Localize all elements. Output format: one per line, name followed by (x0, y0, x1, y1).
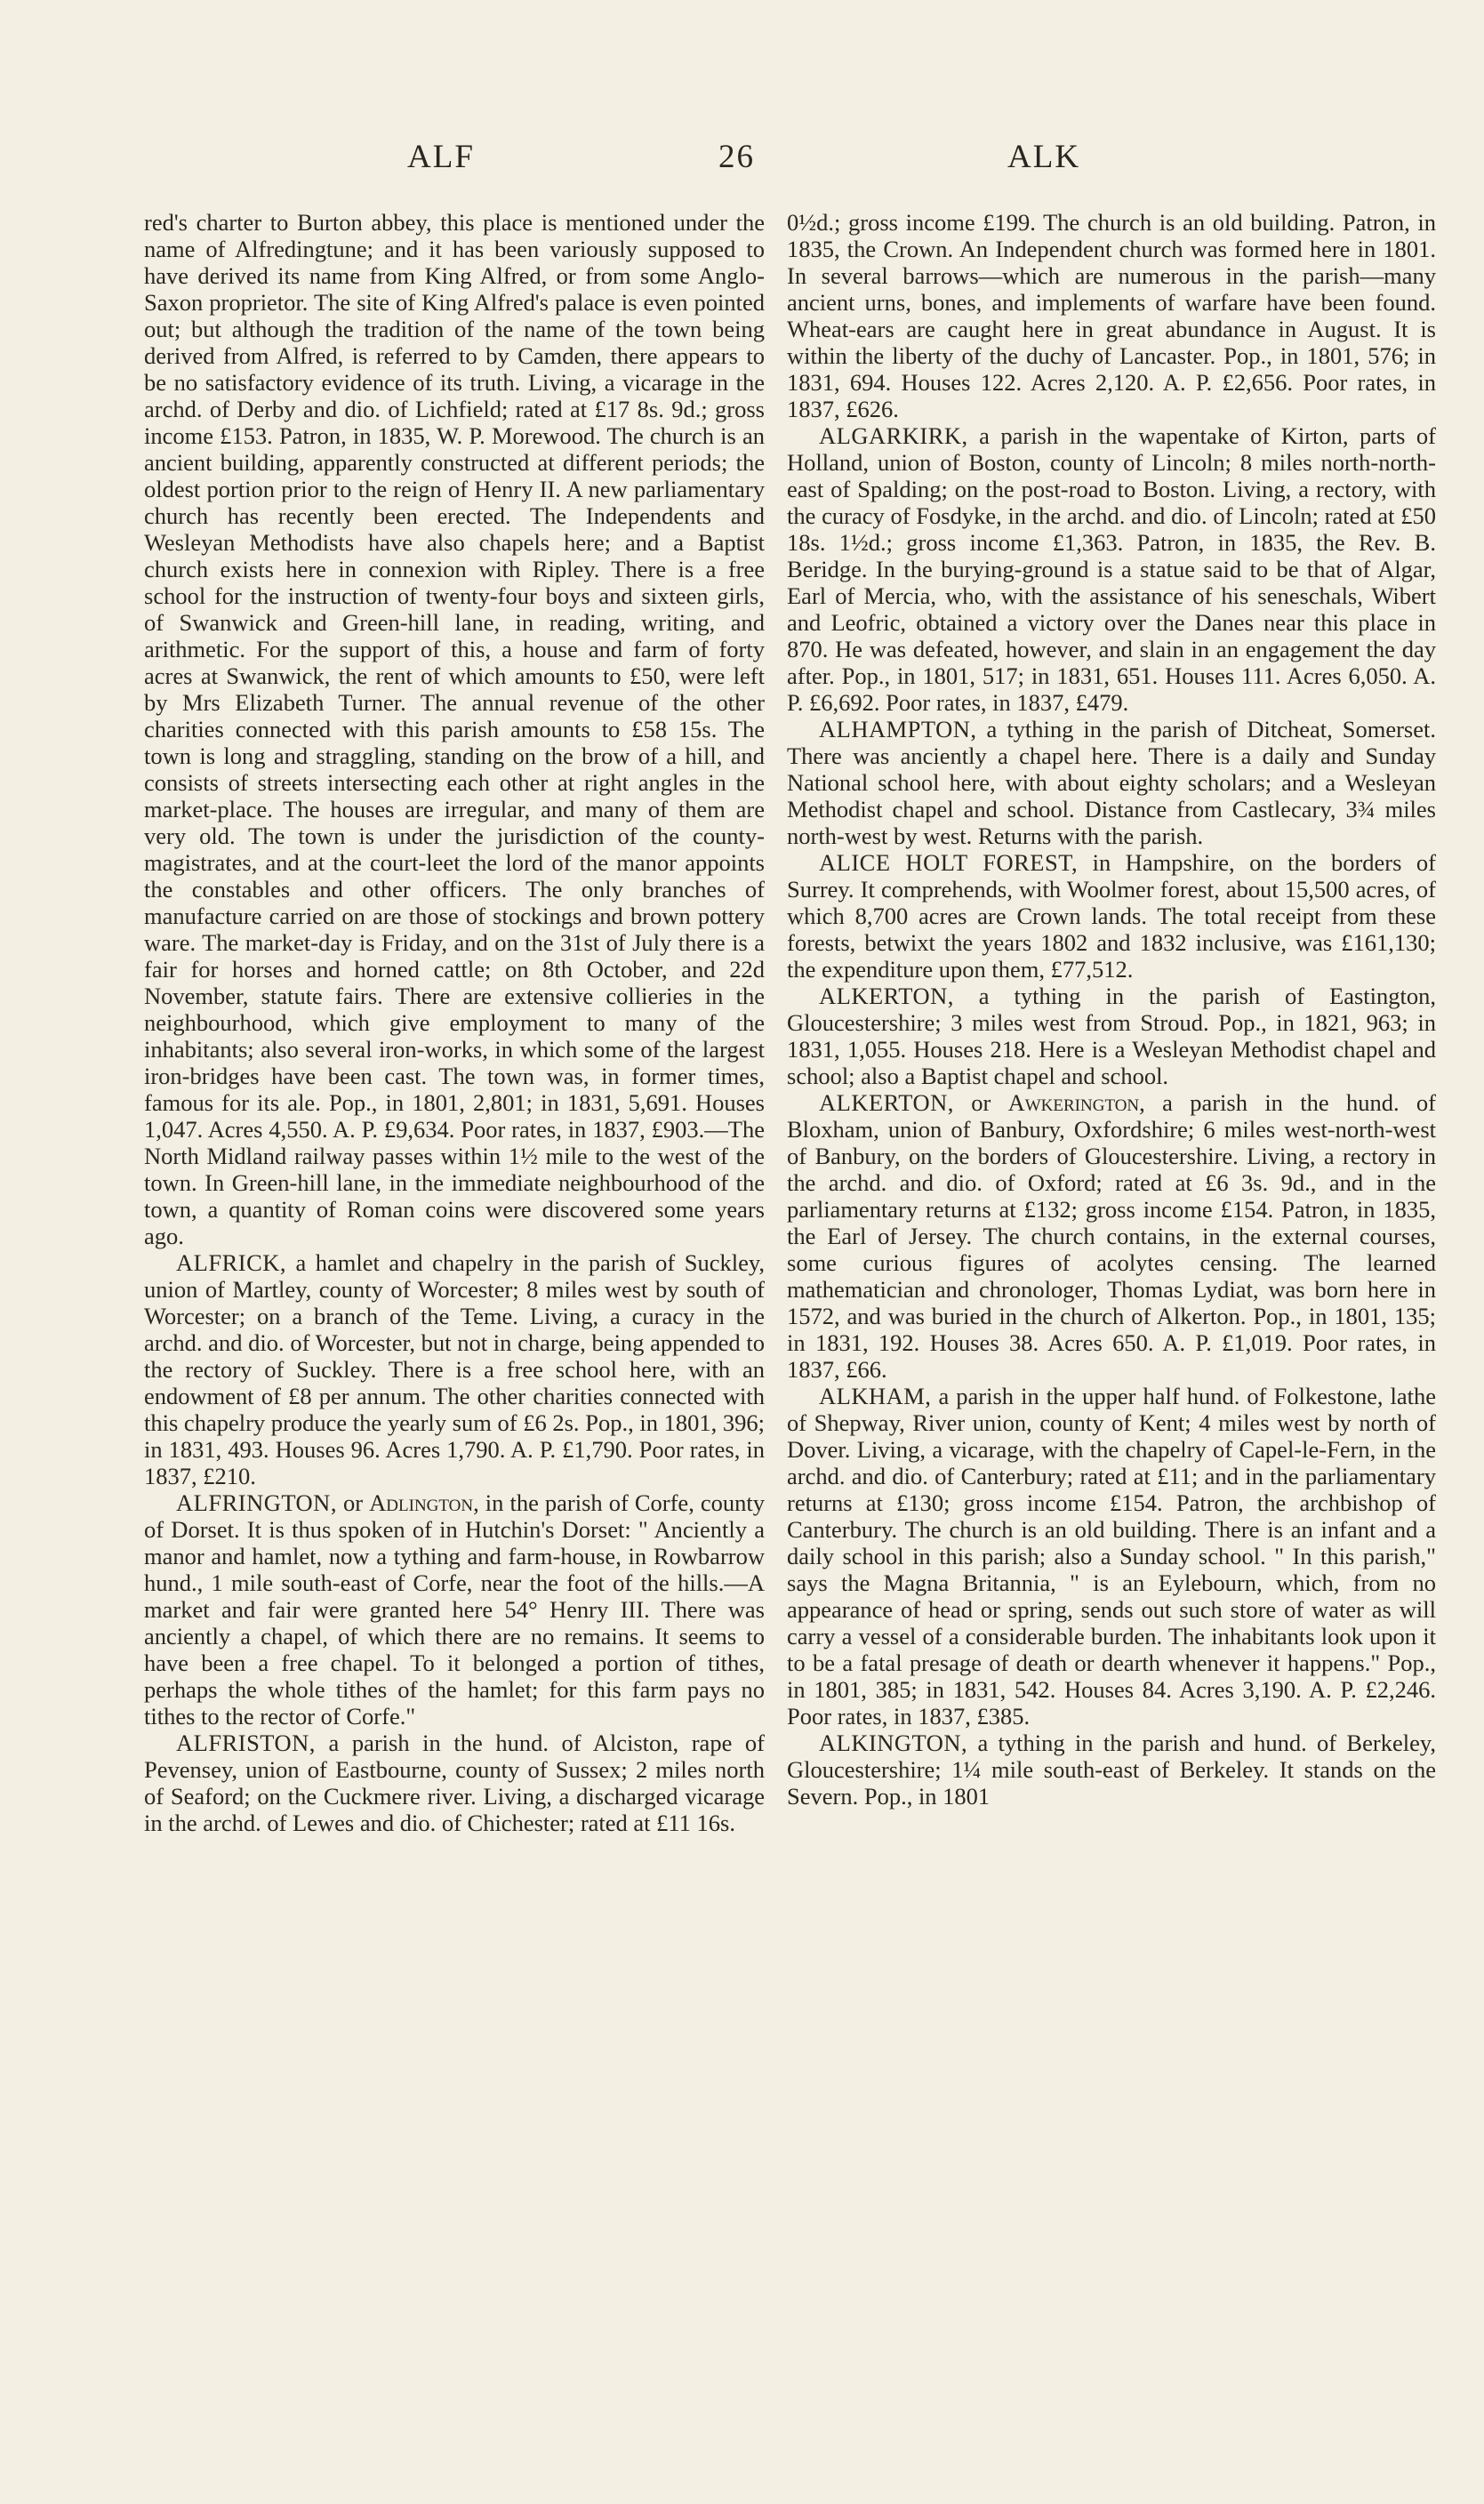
entry-alias: Awkerington (1007, 1089, 1140, 1116)
entry-headword: ALFRINGTON, (176, 1489, 337, 1516)
entry-alhampton (787, 716, 1436, 849)
running-head-left: ALF (407, 139, 475, 175)
running-head-right: ALK (1007, 139, 1081, 175)
page-number: 26 (718, 139, 755, 175)
entry-headword: ALICE HOLT FOREST, (819, 849, 1079, 876)
entry-text: , a parish in the hund. of Bloxham, union of Banbury, Oxfordshire; 6 miles west-north-west of Banbury, on the borders of Gloucestershire. Living, a rectory in the archd. and dio. of Oxford; rated at £6 3s. 9d., and in the parliamentary returns at £132; gross income £154. Patron, in 1835, the Earl of Jersey. The church contains, in the external courses, some curious figures of acolytes censing. The learned mathematician and chronologer, Thomas Lydiat, was born here in 1572, and was buried in the church of Alkerton. Pop., in 1801, 135; in 1831, 192. Houses 38. Acres 650. A. P. £1,019. Poor rates, in 1837, £66. (787, 1089, 1436, 1383)
continuation-paragraph: 0½d.; gross income £199. The church is an old building. Patron, in 1835, the Crown. An Independent church was formed here in 1801. In several barrows—which are numerous in the parish—many ancient urns, bones, and implements of warfare have been found. Wheat-ears are caught here in great abundance in August. It is within the liberty of the duchy of Lancaster. Pop., in 1801, 576; in 1831, 694. Houses 122. Acres 2,120. A. P. £2,656. Poor rates, in 1837, £626. (787, 209, 1436, 422)
right-column (787, 209, 1436, 2334)
left-column (144, 209, 765, 2334)
entry-headword: ALHAMPTON, (819, 716, 977, 742)
running-head (0, 138, 1484, 182)
entry-headword: ALFRICK, (176, 1249, 287, 1276)
entry-algarkirk (787, 422, 1436, 716)
entry-alice-holt-forest (787, 849, 1436, 983)
entry-text: in Hampshire, on the borders of Surrey. It comprehends, with Woolmer forest, about 15,500 acres, of which 8,700 acres are Crown lands. The total receipt from these forests, betwixt the years 1802 and 1832 inclusive, was £161,130; the expenditure upon them, £77,512. (787, 849, 1436, 983)
entry-text: a tything in the parish of Eastington, Gloucestershire; 3 miles west from Stroud. Pop., in 1821, 963; in 1831, 1,055. Houses 218. Here is a Wesleyan Methodist chapel and school; also a Baptist chapel and school. (787, 983, 1436, 1089)
entry-text: a parish in the upper half hund. of Folkestone, lathe of Shepway, River union, county of Kent; 4 miles west by north of Dover. Living, a vicarage, with the chapelry of Capel-le-Fern, in the archd. and dio. of Canterbury; rated at £11; and in the parliamentary returns at £130; gross income £154. Patron, the archbishop of Canterbury. The church is an old building. There is an infant and a daily school in this parish; also a Sunday school. " In this parish," says the Magna Britannia, " is an Eylebourn, which, from no appearance of head or spring, sends out such store of water as will carry a vessel of a considerable burden. The inhabitants look upon it to be a fatal presage of death or dearth whenever it happens." Pop., in 1801, 385; in 1831, 542. Houses 84. Acres 3,190. A. P. £2,246. Poor rates, in 1837, £385. (787, 1383, 1436, 1730)
entry-headword: ALKERTON, (819, 983, 954, 1009)
entry-text: a tything in the parish and hund. of Berkeley, Gloucestershire; 1¼ mile south-east of Berkeley. It stands on the Severn. Pop., in 1801 (787, 1730, 1436, 1810)
entry-headword: ALFRISTON, (176, 1730, 316, 1756)
entry-alfrington: ALFRINGTON, or Adlington, in the parish of Corfe, county of Dorset. It is thus spoken of in Hutchin's Dorset: " Anciently a manor and hamlet, now a tything and farm-house, in Rowbarrow hund., 1 mile south-east of Corfe, near the foot of the hills.—A market and fair were granted here 54° Henry III. There was anciently a chapel, of which there are no remains. It seems to have been a free chapel. To it belonged a portion of tithes, perhaps the whole tithes of the hamlet; for this farm pays no tithes to the rector of Corfe." (144, 1489, 765, 1730)
entry-alkington (787, 1730, 1436, 1810)
entry-text: a parish in the hund. of Alciston, rape of Pevensey, union of Eastbourne, county of Sussex; 2 miles north of Seaford; on the Cuckmere river. Living, a discharged vicarage in the archd. of Lewes and dio. of Chichester; rated at £11 16s. (144, 1730, 765, 1836)
entry-headword: ALKHAM, (819, 1383, 932, 1409)
entry-text: a hamlet and chapelry in the parish of Suckley, union of Martley, county of Worcester; 8 miles west by south of Worcester; on a branch of the Teme. Living, a curacy in the archd. and dio. of Worcester, but not in charge, being appended to the rectory of Suckley. There is a free school here, with an endowment of £8 per annum. The other charities connected with this chapelry produce the yearly sum of £6 2s. Pop., in 1801, 396; in 1831, 493. Houses 96. Acres 1,790. A. P. £1,790. Poor rates, in 1837, £210. (144, 1249, 765, 1489)
entry-alkerton-oxfordshire: ALKERTON, or Awkerington, a parish in the hund. of Bloxham, union of Banbury, Oxfordshire; 6 miles west-north-west of Banbury, on the borders of Gloucestershire. Living, a rectory in the archd. and dio. of Oxford; rated at £6 3s. 9d., and in the parliamentary returns at £132; gross income £154. Patron, in 1835, the Earl of Jersey. The church contains, in the external courses, some curious figures of acolytes censing. The learned mathematician and chronologer, Thomas Lydiat, was born here in 1572, and was buried in the church of Alkerton. Pop., in 1801, 135; in 1831, 192. Houses 38. Acres 650. A. P. £1,019. Poor rates, in 1837, £66. (787, 1089, 1436, 1383)
entry-text: a parish in the wapentake of Kirton, parts of Holland, union of Boston, county of Lincoln; 8 miles north-north-east of Spalding; on the post-road to Boston. Living, a rectory, with the curacy of Fosdyke, in the archd. and dio. of Lincoln; rated at £50 18s. 1½d.; gross income £1,363. Patron, in 1835, the Rev. B. Beridge. In the burying-ground is a statue said to be that of Algar, Earl of Mercia, who, with the assistance of his seneschals, Wibert and Leofric, obtained a victory over the Danes near this place in 870. He was defeated, however, and slain in an engagement the day after. Pop., in 1801, 517; in 1831, 651. Houses 111. Acres 6,050. A. P. £6,692. Poor rates, in 1837, £479. (787, 422, 1436, 716)
entry-headword: ALGARKIRK, (819, 422, 968, 449)
entry-alfriston (144, 1730, 765, 1836)
entry-alfrick (144, 1249, 765, 1489)
entry-alkham (787, 1383, 1436, 1730)
entry-alkerton-eastington (787, 983, 1436, 1089)
entry-alias: Adlington (369, 1489, 474, 1516)
entry-text: , in the parish of Corfe, county of Dorset. It is thus spoken of in Hutchin's Dorset: " Anciently a manor and hamlet, now a tything and farm-house, in Rowbarrow hund., 1 mile south-east of Corfe, near the foot of the hills.—A market and fair were granted here 54° Henry III. There was anciently a chapel, of which there are no remains. It seems to have been a free chapel. To it belonged a portion of tithes, perhaps the whole tithes of the hamlet; for this farm pays no tithes to the rector of Corfe." (144, 1489, 765, 1730)
entry-headword: ALKERTON, (819, 1089, 954, 1116)
entry-headword: ALKINGTON, (819, 1730, 968, 1756)
continuation-paragraph: red's charter to Burton abbey, this place is mentioned under the name of Alfredingtune; and it has been variously supposed to have derived its name from King Alfred, or from some Anglo-Saxon proprietor. The site of King Alfred's palace is even pointed out; but although the tradition of the name of the town being derived from Alfred, is referred to by Camden, there appears to be no satisfactory evidence of its truth. Living, a vicarage in the archd. of Derby and dio. of Lichfield; rated at £17 8s. 9d.; gross income £153. Patron, in 1835, W. P. Morewood. The church is an ancient building, apparently constructed at different periods; the oldest portion prior to the reign of Henry II. A new parliamentary church has recently been erected. The Independents and Wesleyan Methodists have also chapels here; and a Baptist church exists here in connexion with Ripley. There is a free school for the instruction of twenty-four boys and sixteen girls, of Swanwick and Green-hill lane, in reading, writing, and arithmetic. For the support of this, a house and farm of forty acres at Swanwick, the rent of which amounts to £50, were left by Mrs Elizabeth Turner. The annual revenue of the other charities connected with this parish amounts to £58 15s. The town is long and straggling, standing on the brow of a hill, and consists of streets intersecting each other at right angles in the market-place. The houses are irregular, and many of them are very old. The town is under the jurisdiction of the county-magistrates, and at the court-leet the lord of the manor appoints the constables and other officers. The only branches of manufacture carried on are those of stockings and brown pottery ware. The market-day is Friday, and on the 31st of July there is a fair for horses and horned cattle; on 8th October, and 22d November, statute fairs. There are extensive collieries in the neighbourhood, which give employment to many of the inhabitants; also several iron-works, in which some of the largest iron-bridges have been cast. The town was, in former times, famous for its ale. Pop., in 1801, 2,801; in 1831, 5,691. Houses 1,047. Acres 4,550. A. P. £9,634. Poor rates, in 1837, £903.—The North Midland railway passes within 1½ mile to the west of the town. In Green-hill lane, in the immediate neighbourhood of the town, a quantity of Roman coins were discovered some years ago. (144, 209, 765, 1249)
entry-text: a tything in the parish of Ditcheat, Somerset. There was anciently a chapel here. There is a daily and Sunday National school here, with about eighty scholars; and a Wesleyan Methodist chapel and school. Distance from Castlecary, 3¾ miles north-west by west. Returns with the parish. (787, 716, 1436, 849)
